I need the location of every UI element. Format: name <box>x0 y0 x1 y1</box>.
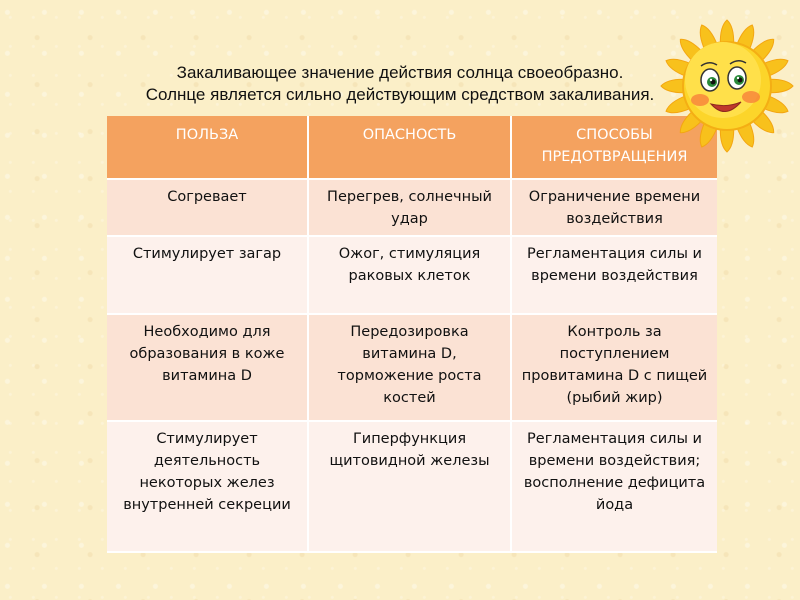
table-cell: Гиперфункция щитовидной железы <box>308 421 511 552</box>
header-benefit: ПОЛЬЗА <box>107 116 308 179</box>
intro-text <box>80 62 720 106</box>
table-cell: Стимулирует загар <box>107 236 308 314</box>
table-cell: Перегрев, солнечный удар <box>308 179 511 236</box>
intro-line-1: Закаливающее значение действия солнца своеобразно. <box>176 63 624 82</box>
table-cell: Регламентация силы и времени воздействия; восполнение дефицита йода <box>511 421 717 552</box>
sun-ray <box>720 127 733 152</box>
table-row <box>107 179 717 236</box>
table-row <box>107 236 717 314</box>
sun-ray <box>768 79 793 92</box>
sun-hardening-table <box>107 116 717 553</box>
table-cell: Ограничение времени воздействия <box>511 179 717 236</box>
table-cell: Регламентация силы и времени воздействия <box>511 236 717 314</box>
sun-ray <box>720 20 733 45</box>
table-cell: Контроль за поступлением провитамина D с пищей (рыбий жир) <box>511 314 717 421</box>
table-row <box>107 314 717 421</box>
table-cell: Ожог, стимуляция раковых клеток <box>308 236 511 314</box>
sun-ray <box>661 79 686 92</box>
table-row <box>107 421 717 552</box>
table-cell: Согревает <box>107 179 308 236</box>
table-cell: Стимулирует деятельность некоторых желез внутренней секреции <box>107 421 308 552</box>
table-cell: Передозировка витамина D, торможение роста костей <box>308 314 511 421</box>
sun-icon <box>655 8 800 158</box>
table-cell: Необходимо для образования в коже витамина D <box>107 314 308 421</box>
table-header-row <box>107 116 717 179</box>
intro-line-2: Солнце является сильно действующим средством закаливания. <box>145 85 655 104</box>
header-danger: ОПАСНОСТЬ <box>308 116 511 179</box>
header-prevention: СПОСОБЫ ПРЕДОТВРАЩЕНИЯ <box>511 116 717 179</box>
